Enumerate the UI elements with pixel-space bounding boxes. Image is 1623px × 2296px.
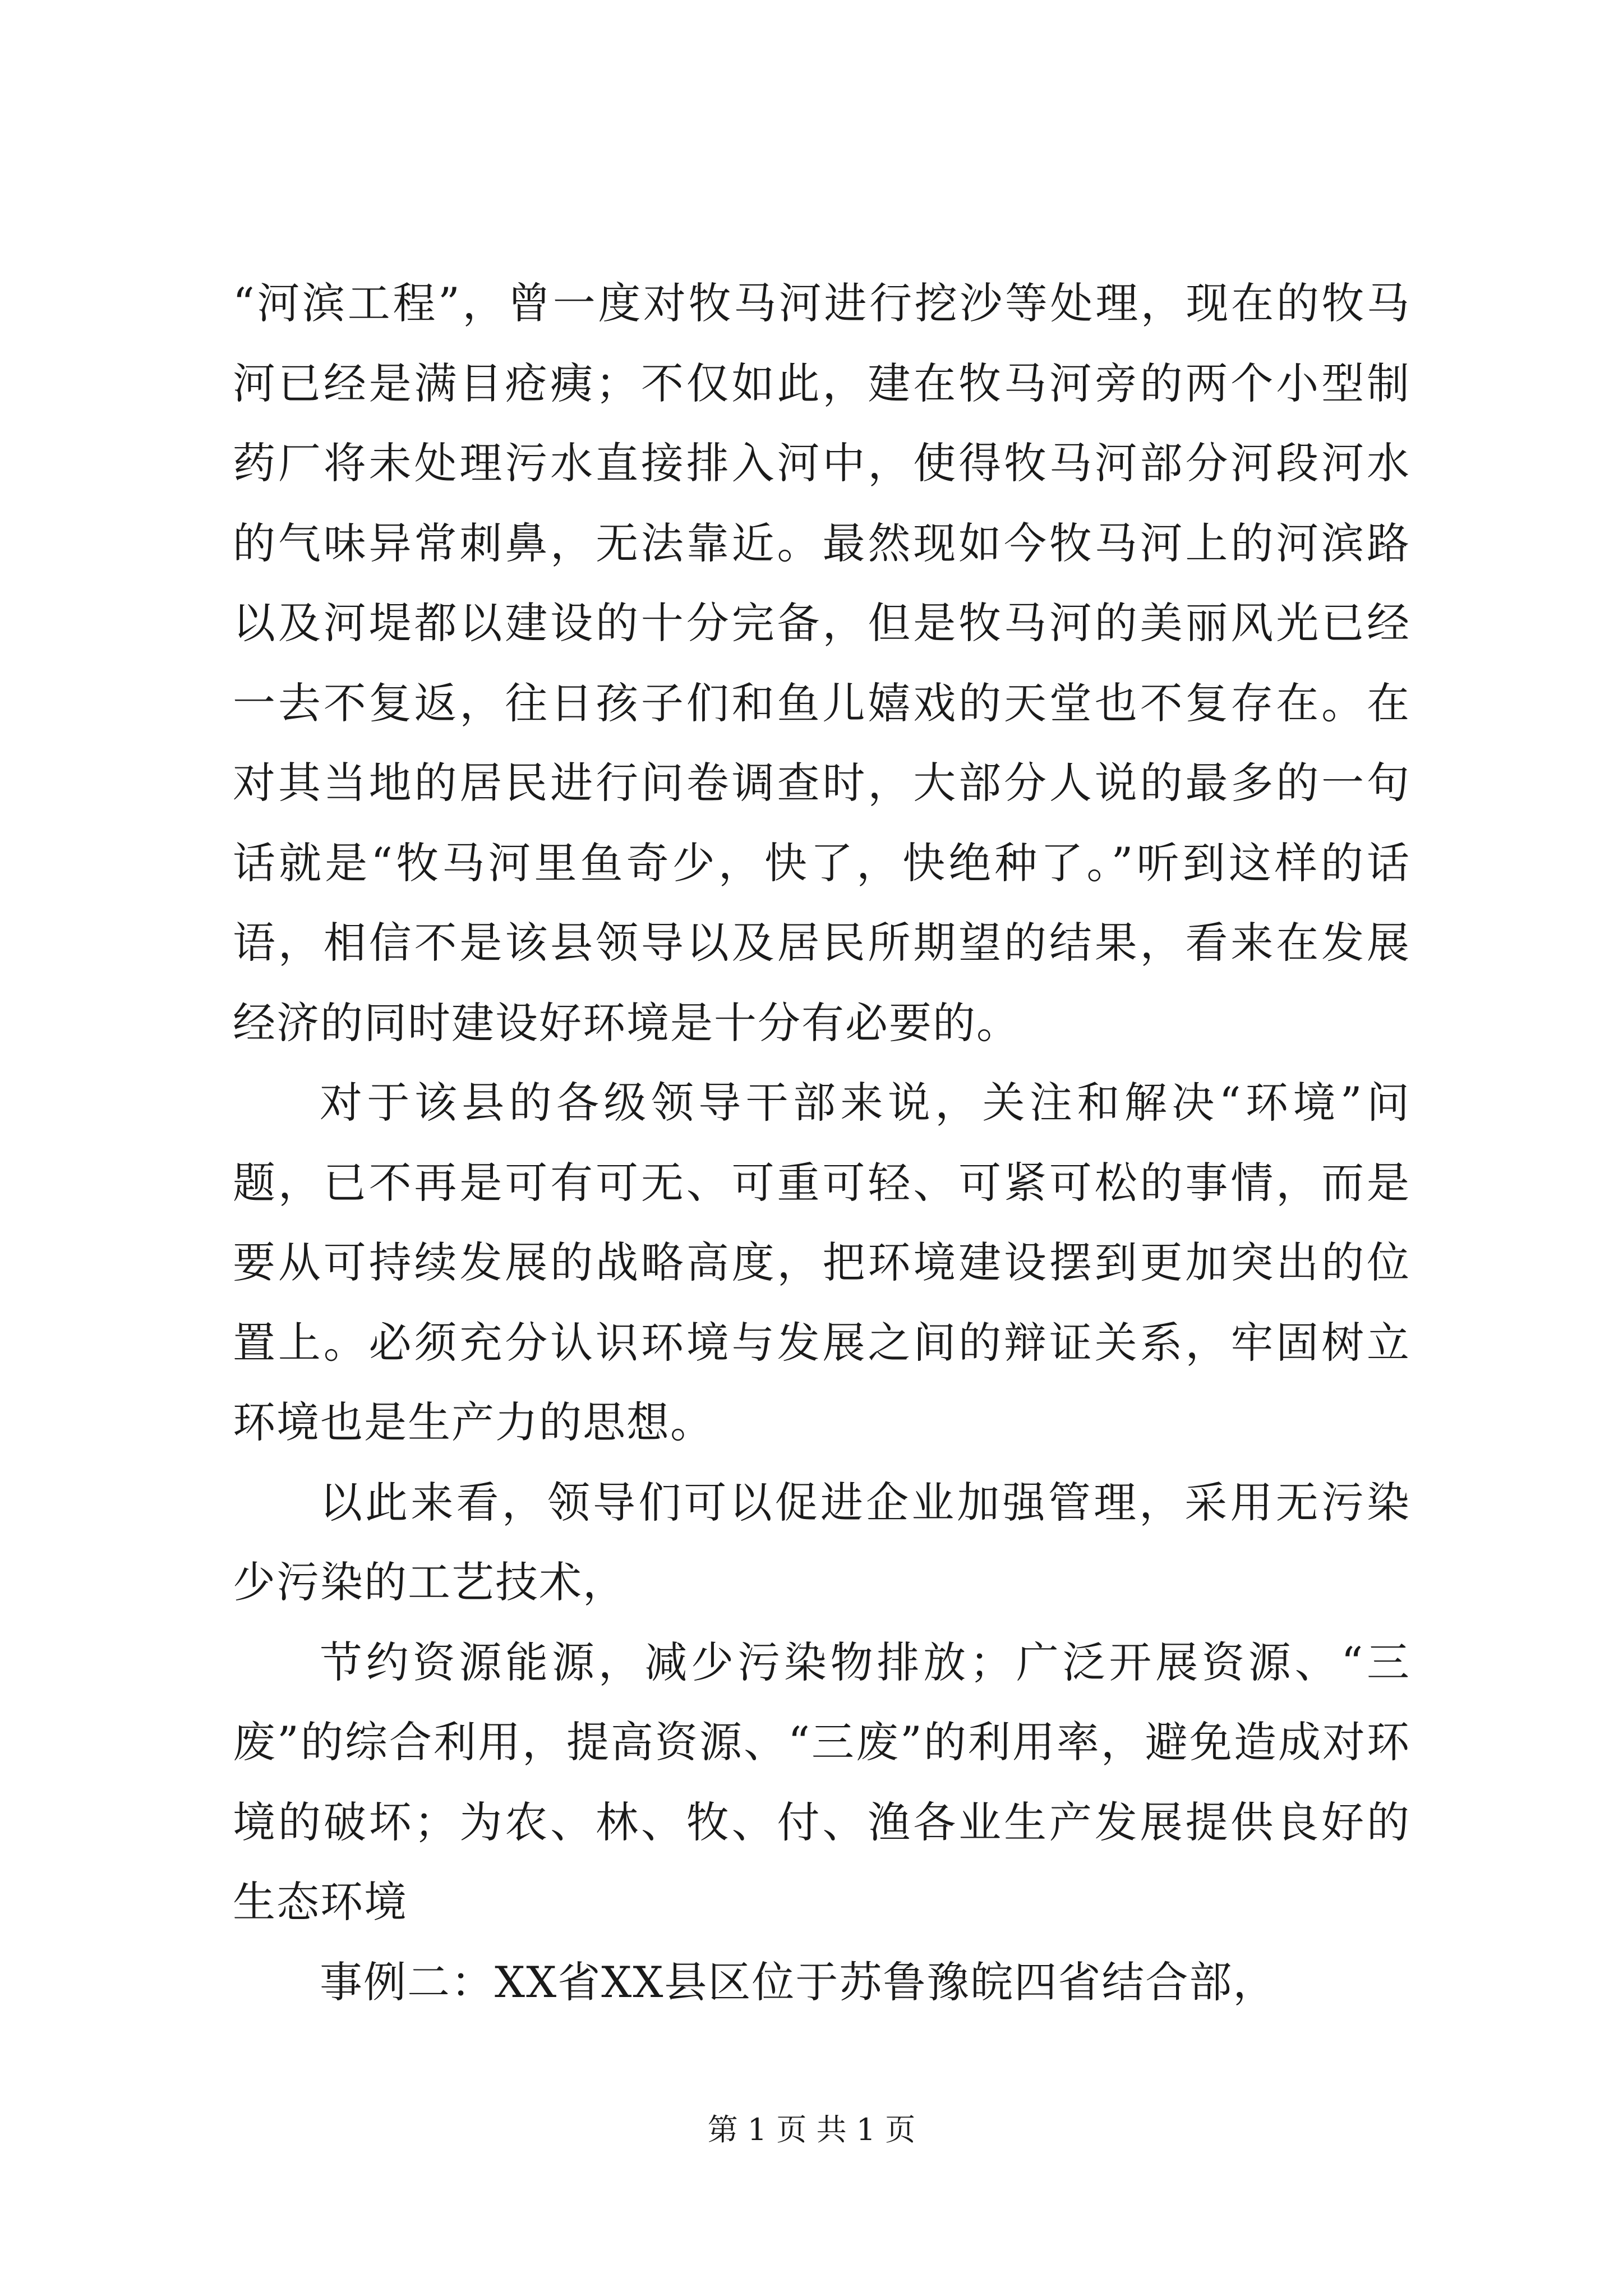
paragraph-resource-saving: 节约资源能源，减少污染物排放；广泛开展资源、“三废”的综合利用，提高资源、“三废”的利用率，避免造成对环境的破坏；为农、林、牧、付、渔各业生产发展提供良好的生态环境 bbox=[233, 1637, 1410, 1927]
paragraph-example-two: 事例二：XX省XX县区位于苏鲁豫皖四省结合部， bbox=[320, 1957, 1277, 2007]
paragraph-enterprise-management: 以此来看，领导们可以促进企业加强管理，采用无污染少污染的工艺技术， bbox=[233, 1477, 1410, 1607]
paragraph-continuation: “河滨工程”，曾一度对牧马河进行挖沙等处理，现在的牧马河已经是满目疮痍；不仅如此，建在牧马河旁的两个小型制药厂将未处理污水直接排入河中，使得牧马河部分河段河水的气味异常刺鼻，无法靠近。最然现如今牧马河上的河滨路以及河堤都以建设的十分完备，但是牧马河的美丽风光已经一去不复返，往日孩子们和鱼儿嬉戏的天堂也不复存在。在对其当地的居民进行问卷调查时，大部分人说的最多的一句话就是“牧马河里鱼奇少，快了，快绝种了。”听到这样的话语，相信不是该县领导以及居民所期望的结果，看来在发展经济的同时建设好环境是十分有必要的。 bbox=[233, 278, 1410, 1048]
paragraph-leaders-environment: 对于该县的各级领导干部来说，关注和解决“环境”问题，已不再是可有可无、可重可轻、可紧可松的事情，而是要从可持续发展的战略高度，把环境建设摆到更加突出的位置上。必须充分认识环境与发展之间的辩证关系，牢固树立环境也是生产力的思想。 bbox=[233, 1078, 1410, 1447]
document-body bbox=[233, 264, 1410, 2022]
page-number-footer: 第 1 页 共 1 页 bbox=[707, 2112, 916, 2147]
